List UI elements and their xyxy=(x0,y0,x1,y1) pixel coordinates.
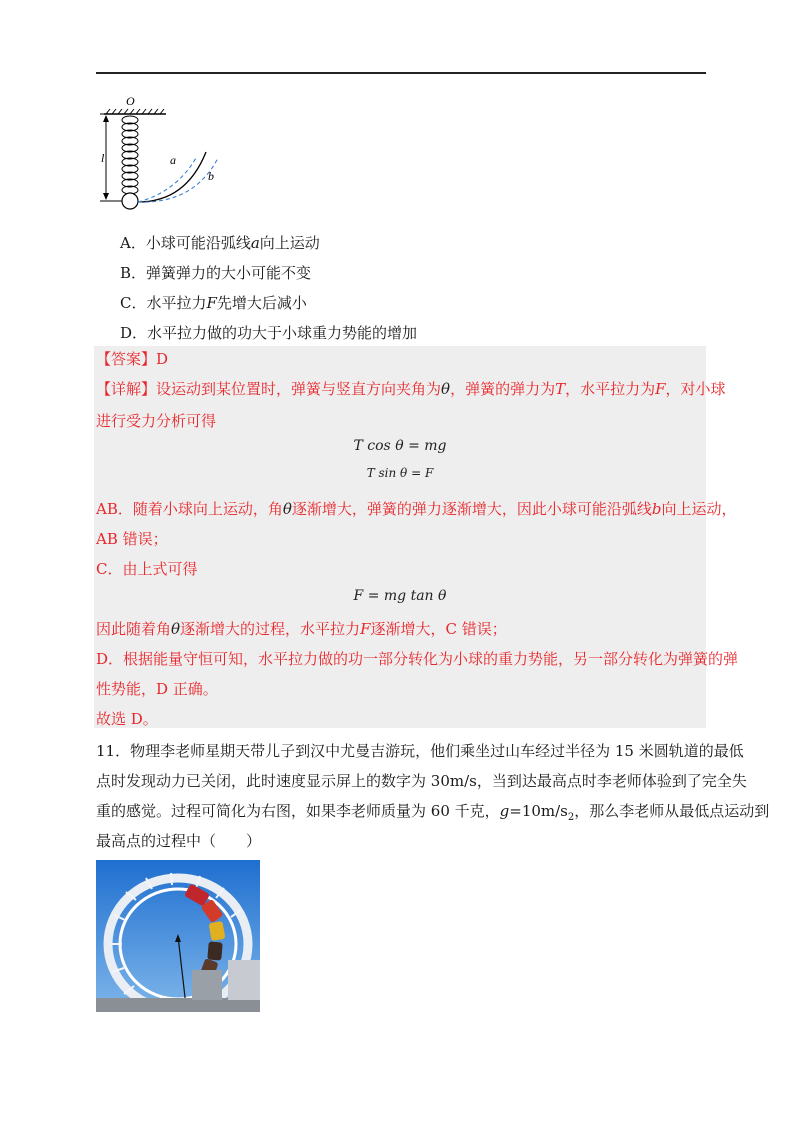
option-c: C．水平拉力F先增大后减小 xyxy=(120,294,307,312)
label-a: a xyxy=(170,153,176,167)
answer-line: 【答案】D xyxy=(96,350,169,368)
option-d: D．水平拉力做的功大于小球重力势能的增加 xyxy=(120,324,418,342)
question-11-line-3: 重的感觉。过程可简化为右图，如果李老师质量为 60 千克，$g=10m/s_2$，那么李老师从最低点运动到 xyxy=(96,802,770,823)
ab-line-1: AB．随着小球向上运动，角θ逐渐增大，弹簧的弹力逐渐增大，因此小球可能沿弧线b向上运动， xyxy=(96,500,737,518)
question-11-line-1: 11．物理李老师星期天带儿子到汉中尤曼吉游玩，他们乘坐过山车经过半径为 15 米圆轨道的最低 xyxy=(96,742,744,760)
answer-options xyxy=(120,228,417,348)
question-11-line-2: 点时发现动力已关闭，此时速度显示屏上的数字为 30m/s，当到达最高点时李老师体验到了完全失 xyxy=(96,772,747,790)
detail-line-1: 【详解】设运动到某位置时，弹簧与竖直方向夹角为θ，弹簧的弹力为T，水平拉力为F，对小球 xyxy=(96,380,726,398)
d-line-1: D．根据能量守恒可知，水平拉力做的功一部分转化为小球的重力势能，另一部分转化为弹簧的弹 xyxy=(96,650,739,668)
ab-line-2: AB 错误； xyxy=(96,530,168,548)
label-l: l xyxy=(101,151,105,165)
roller-coaster-photo xyxy=(96,860,260,1012)
ball xyxy=(122,193,138,209)
equation-2: T sin θ = F xyxy=(366,466,434,480)
question-11-line-4: 最高点的过程中（ ） xyxy=(96,832,262,850)
label-b: b xyxy=(208,169,214,183)
equation-1: T cos θ = mg xyxy=(353,438,447,454)
spring-pendulum-figure xyxy=(96,92,236,216)
equation-3: F = mg tan θ xyxy=(353,588,447,604)
option-b: B．弹簧弹力的大小可能不变 xyxy=(120,264,312,282)
detail-line-2: 进行受力分析可得 xyxy=(96,412,217,430)
label-o: O xyxy=(126,94,135,108)
option-a: A．小球可能沿弧线a向上运动 xyxy=(120,234,320,252)
d-line-2: 性势能，D 正确。 xyxy=(96,680,218,698)
final-answer: 故选 D。 xyxy=(96,710,158,728)
c-line-2: 因此随着角θ逐渐增大的过程，水平拉力F逐渐增大，C 错误； xyxy=(96,620,507,638)
solution-box xyxy=(94,346,706,728)
top-rule xyxy=(96,72,706,74)
c-line-1: C．由上式可得 xyxy=(96,560,198,578)
